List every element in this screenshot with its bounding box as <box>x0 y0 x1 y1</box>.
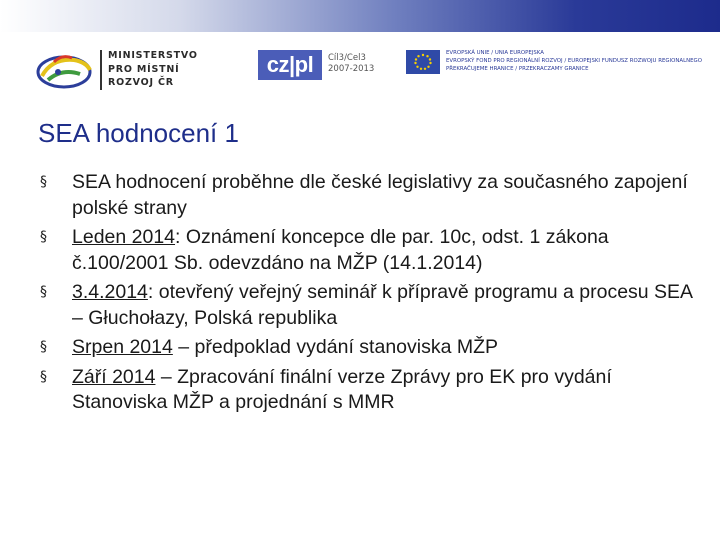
bullet-item <box>36 170 696 221</box>
bullet-marker-icon: § <box>40 229 47 245</box>
bullet-item <box>36 280 696 331</box>
eu-logo-text <box>446 49 702 74</box>
mmr-logo <box>34 46 204 92</box>
eu-flag-icon <box>406 50 440 74</box>
mmr-logo-text <box>108 49 198 90</box>
eu-line-3: PŘEKRAČUJEME HRANICE / PRZEKRACZAMY GRANICE <box>446 66 589 73</box>
mmr-divider <box>100 50 102 90</box>
czpl-sub-line-2: 2007-2013 <box>328 64 375 74</box>
bullet-text: : otevřený veřejný seminář k přípravě programu a procesu SEA – Głuchołazy, Polská republika <box>72 281 692 329</box>
bullet-date-lead: Leden 2014 <box>72 226 176 248</box>
czpl-sub-line-1: Cíl3/Cel3 <box>328 53 366 63</box>
mmr-line-1: MINISTERSTVO <box>108 50 198 61</box>
mmr-line-2: PRO MÍSTNÍ <box>108 63 180 75</box>
bullet-item <box>36 225 696 276</box>
bullet-date-lead: 3.4.2014 <box>72 281 148 303</box>
bullet-item <box>36 335 696 361</box>
bullet-marker-icon: § <box>40 368 47 385</box>
mmr-line-3: ROZVOJ ČR <box>108 77 174 88</box>
bullet-text: – předpoklad vydání stanoviska MŽP <box>172 336 499 358</box>
bullet-list <box>36 170 696 420</box>
header-gradient-bar <box>0 0 720 32</box>
czpl-logo-subtitle <box>328 53 374 75</box>
bullet-item <box>36 365 696 416</box>
bullet-date-lead: Září 2014 <box>72 365 156 388</box>
eu-logo <box>406 48 702 84</box>
eu-line-2: EVROPSKÝ FOND PRO REGIONÁLNÍ ROZVOJ / EUROPEJSKI FUNDUSZ ROZWOJU REGIONALNEGO <box>446 58 702 65</box>
eu-line-1: EVROPSKÁ UNIE / UNIA EUROPEJSKA <box>446 50 544 56</box>
slide-title: SEA hodnocení 1 <box>38 118 239 148</box>
bullet-marker-icon: § <box>40 339 47 355</box>
bullet-text: – Zpracování finální verze Zprávy pro EK pro vydání Stanoviska MŽP a projednání s MMR <box>72 365 612 413</box>
czpl-logo-mark: cz|pl <box>258 50 322 80</box>
bullet-text: SEA hodnocení proběhne dle české legislativy za současného zapojení polské strany <box>72 171 688 219</box>
bullet-text: : Oznámení koncepce dle par. 10c, odst. 1 zákona č.100/2001 Sb. odevzdáno na MŽP (14.1.2014) <box>72 226 609 274</box>
bullet-marker-icon: § <box>40 284 47 300</box>
logo-row <box>0 40 720 100</box>
bullet-marker-icon: § <box>40 174 47 190</box>
czpl-logo <box>258 48 378 84</box>
bullet-date-lead: Srpen 2014 <box>72 336 173 358</box>
mmr-emblem-icon <box>34 50 96 90</box>
